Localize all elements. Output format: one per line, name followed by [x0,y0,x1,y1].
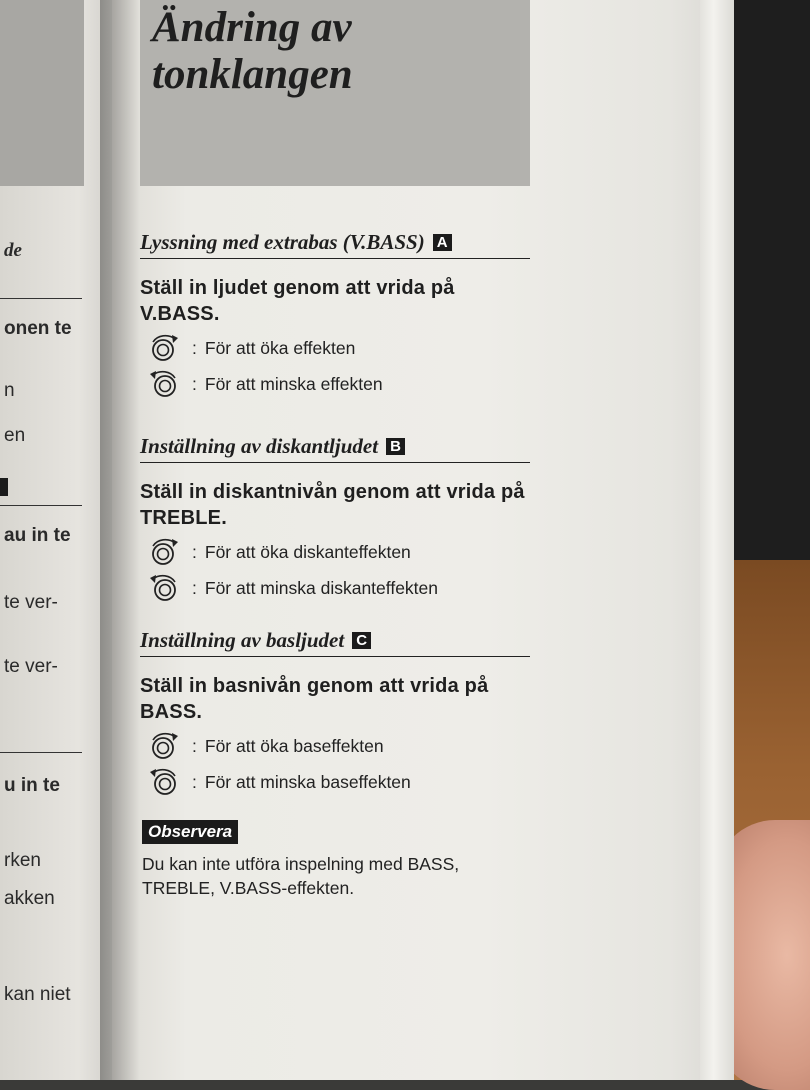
knob-counterclockwise-icon [146,573,182,603]
left-page-line: au in te [4,525,71,546]
left-page [0,0,112,1080]
option-text: För att minska baseffekten [204,771,411,792]
left-page-line: te ver- [4,656,58,677]
left-page-line: rken [4,850,41,871]
main-page [112,0,732,1080]
left-page-gray-block [0,0,84,186]
knob-clockwise-icon [146,333,182,363]
option-text: För att öka baseffekten [204,735,384,756]
option-row [140,537,530,567]
left-page-line: n [4,380,15,401]
note-text: Du kan inte utföra inspelning med BASS, TREBLE, V.BASS-effekten. [142,854,460,898]
knob-counterclockwise-icon [146,767,182,797]
left-page-line: kan niet [4,984,71,1005]
option-row [140,333,530,363]
section-heading [140,230,530,259]
left-page-line: en [4,425,26,446]
option-text: För att öka effekten [204,337,356,358]
left-page-rule [0,752,82,753]
left-page-line: te ver- [4,592,58,613]
section-instruction: Ställ in ljudet genom att vrida på V.BASS. [140,277,455,325]
section-instruction: Ställ in basnivån genom att vrida på BASS. [140,675,489,723]
section-heading-text: Inställning av diskantljudet [140,434,379,458]
option-text: För att minska diskanteffekten [204,577,438,598]
option-colon: : [192,577,197,598]
option-row [140,767,530,797]
left-page-rule [0,298,82,299]
left-page-line: onen te [4,318,72,339]
section-badge: B [386,438,405,455]
section-treble [140,434,530,603]
section-heading [140,434,530,463]
title-box [140,0,530,186]
knob-clockwise-icon [146,731,182,761]
section-instruction: Ställ in diskantnivån genom att vrida på TREBLE. [140,481,525,529]
option-text: För att öka diskanteffekten [204,541,411,562]
section-vbass [140,230,530,399]
section-badge: A [433,234,452,251]
left-page-badge [0,478,8,496]
section-heading [140,628,530,657]
option-row [140,573,530,603]
left-page-rule [0,505,82,506]
section-heading-text: Inställning av basljudet [140,628,345,652]
option-colon: : [192,337,197,358]
left-page-line: de [4,240,22,261]
left-page-line: akken [4,888,55,909]
section-bass [140,628,530,797]
left-page-line: u in te [4,775,60,796]
note-label: Observera [142,820,238,844]
option-colon: : [192,735,197,756]
option-colon: : [192,541,197,562]
page-edge [700,0,734,1080]
option-row [140,731,530,761]
section-badge: C [352,632,371,649]
knob-clockwise-icon [146,537,182,567]
knob-counterclockwise-icon [146,369,182,399]
page-title: Ändring av tonklangen [152,4,353,98]
option-text: För att minska effekten [204,373,383,394]
page-gutter-shadow [100,0,140,1080]
option-colon: : [192,373,197,394]
option-row [140,369,530,399]
option-colon: : [192,771,197,792]
section-heading-text: Lyssning med extrabas (V.BASS) [140,230,425,254]
